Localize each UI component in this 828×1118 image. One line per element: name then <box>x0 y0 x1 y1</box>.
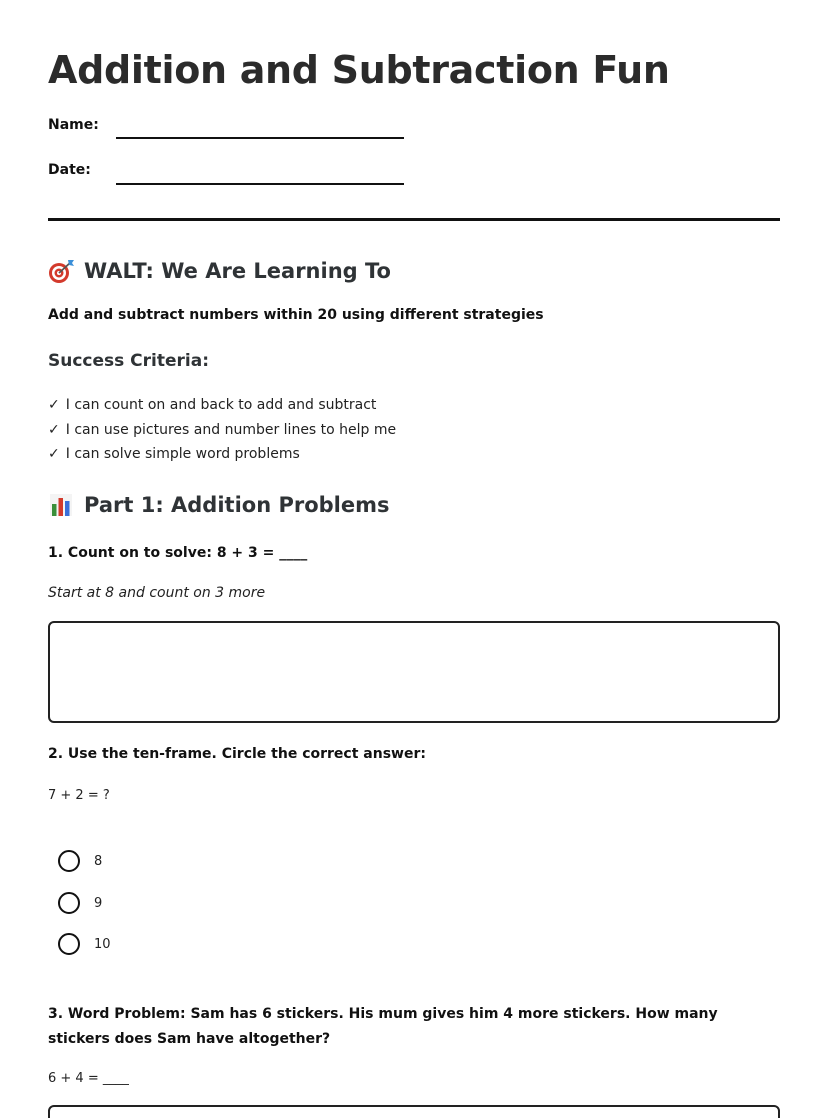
list-item <box>48 443 396 468</box>
list-item <box>48 419 396 444</box>
question-3-prompt: 3. Word Problem: Sam has 6 stickers. His mum gives him 4 more stickers. How many stickers does Sam have altogether? <box>48 1006 718 1047</box>
question-2-equation: 7 + 2 = ? <box>48 788 110 803</box>
date-field[interactable] <box>116 183 404 185</box>
walt-objective: Add and subtract numbers within 20 using different strategies <box>48 307 544 323</box>
list-item <box>48 394 396 419</box>
question-1-answer-box[interactable] <box>48 621 780 723</box>
header-divider <box>48 218 780 221</box>
option-label: 10 <box>94 936 111 952</box>
part1-heading-row <box>48 492 390 518</box>
answer-option[interactable] <box>58 892 102 914</box>
page-title: Addition and Subtraction Fun <box>48 48 670 92</box>
radio-button[interactable] <box>58 933 80 955</box>
walt-heading-row <box>48 258 391 284</box>
question-1-hint: Start at 8 and count on 3 more <box>48 585 266 601</box>
check-icon: ✓ <box>48 446 60 462</box>
option-label: 9 <box>94 895 103 911</box>
question-3-equation: 6 + 4 = ____ <box>48 1071 129 1086</box>
option-label: 8 <box>94 853 103 869</box>
criteria-text: I can count on and back to add and subtract <box>65 397 377 413</box>
success-criteria-list <box>48 394 396 468</box>
name-label: Name: <box>48 117 99 133</box>
criteria-text: I can solve simple word problems <box>65 446 300 462</box>
bar-chart-icon <box>48 492 76 518</box>
check-icon: ✓ <box>48 421 60 438</box>
answer-option[interactable] <box>58 933 111 955</box>
radio-button[interactable] <box>58 892 80 914</box>
walt-heading: WALT: We Are Learning To <box>84 259 391 283</box>
answer-option[interactable] <box>58 850 102 872</box>
check-icon: ✓ <box>48 397 60 413</box>
question-1-prompt: 1. Count on to solve: 8 + 3 = ____ <box>48 545 308 561</box>
criteria-text: I can use pictures and number lines to help me <box>65 421 397 438</box>
success-criteria-heading: Success Criteria: <box>48 351 210 371</box>
radio-button[interactable] <box>58 850 80 872</box>
date-label: Date: <box>48 162 91 178</box>
name-field[interactable] <box>116 137 404 139</box>
question-2-prompt: 2. Use the ten-frame. Circle the correct answer: <box>48 746 426 762</box>
part1-heading: Part 1: Addition Problems <box>84 493 390 517</box>
question-3-answer-box[interactable] <box>48 1105 780 1118</box>
target-icon <box>48 258 76 284</box>
